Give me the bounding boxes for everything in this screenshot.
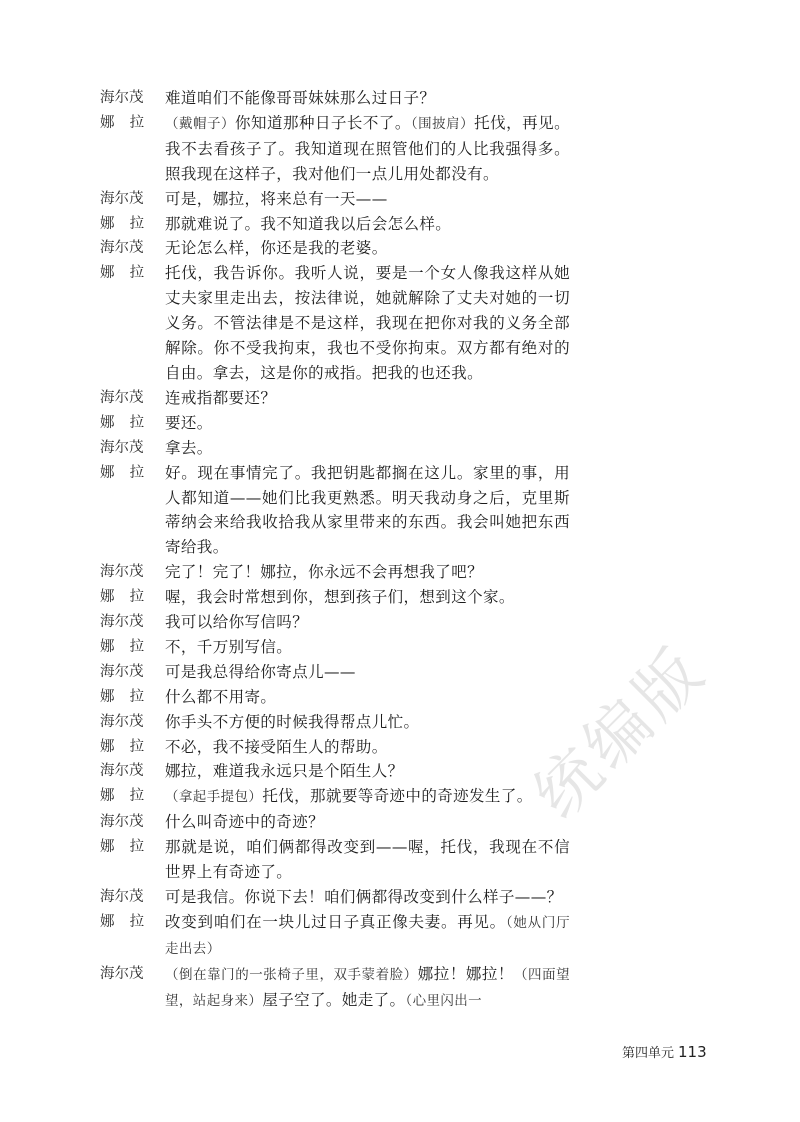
speaker-name: 娜 拉 [100,464,145,481]
spoken-text: 完了！完了！娜拉，你永远不会再想我了吧？ [165,563,484,582]
spoken-text: 可是我总得给你寄点儿—— [165,662,356,681]
speaker-name: 娜 拉 [100,265,145,282]
dialogue-line [100,835,570,885]
spoken-text: 要还。 [165,413,213,432]
spoken-text: 屋子空了。她走了。 [262,990,406,1009]
line-text [165,710,570,735]
spoken-text: 那就是说，咱们俩都得改变到——喔，托伐，我现在不信世界上有奇迹了。 [165,838,570,882]
speaker-name: 娜 拉 [100,114,145,131]
spoken-text: 好。现在事情完了。我把钥匙都搁在这儿。家里的事，用人都知道——她们比我更熟悉。明天我动身之后，克里斯蒂纳会来给我收拾我从家里带来的东西。我会叫她把东西寄给我。 [165,463,570,557]
dialogue-line [100,784,570,810]
dialogue-line [100,585,570,610]
speaker-name: 娜 拉 [100,638,145,655]
spoken-text: 喔，我会时常想到你，想到孩子们，想到这个家。 [165,588,515,607]
line-text [165,810,570,835]
line-text [165,86,570,111]
page-footer [622,1042,717,1061]
stage-direction: （围披肩） [410,115,475,132]
line-text [165,962,570,1014]
dialogue-line [100,436,570,461]
spoken-text: 托伐，我告诉你。我听人说，要是一个女人像我这样从她丈夫家里走出去，按法律说，她就解除了丈夫对她的一切义务。不管法律是不是这样，我现在把你对我的义务全部解除。你不受我拘束，我也不受你拘束。双方都有绝对的自由。拿去，这是你的戒指。把我的也还我。 [165,264,570,382]
spoken-text: 你知道那种日子长不了。 [234,113,411,132]
dialogue-line [100,461,570,561]
dialogue-line [100,386,570,411]
dialogue-line [100,910,570,962]
dialogue-line [100,685,570,710]
dialogue-line [100,635,570,660]
spoken-text: 托伐，再见。我不去看孩子了。我知道现在照管他们的人比我强得多。照我现在这样子，我对他们一点儿用处都没有。 [165,113,570,183]
dialogue-line [100,187,570,212]
dialogue-line [100,885,570,910]
spoken-text: 连戒指都要还？ [165,388,277,407]
speaker-name: 海尔茂 [100,389,144,406]
line-text [165,436,570,461]
dialogue-line [100,710,570,735]
unit-label: 第四单元 [622,1046,675,1061]
dialogue-line [100,261,570,386]
line-text [165,111,570,187]
line-text [165,461,570,561]
line-text [165,885,570,910]
speaker-name: 娜 拉 [100,839,145,856]
stage-direction: （她从门厅走出去） [165,914,571,957]
speaker-name: 娜 拉 [100,738,145,755]
spoken-text: 什么叫奇迹中的奇迹？ [165,813,325,832]
dialogue-line [100,610,570,635]
speaker-name: 娜 拉 [100,414,145,431]
spoken-text: 那就难说了。我不知道我以后会怎么样。 [165,214,452,233]
spoken-text: 什么都不用寄。 [165,687,277,706]
spoken-text: 拿去。 [165,438,213,457]
line-text [165,386,570,411]
stage-direction: （拿起手提包） [165,789,263,806]
line-text [165,261,570,386]
speaker-name: 海尔茂 [100,763,144,780]
line-text [165,784,570,810]
line-text [165,411,570,436]
speaker-name: 海尔茂 [100,663,144,680]
page-number: 113 [678,1043,707,1061]
dialogue-line [100,212,570,237]
dialogue-line [100,759,570,784]
dialogue-line [100,111,570,187]
speaker-name: 海尔茂 [100,240,144,257]
speaker-name: 娜 拉 [100,688,145,705]
spoken-text: 我可以给你写信吗？ [165,613,309,632]
dialogue-line [100,86,570,111]
line-text [165,660,570,685]
dialogue-line [100,660,570,685]
stage-direction: （四面望望，站起身来） [165,966,571,1009]
line-text [165,236,570,261]
dialogue-line [100,560,570,585]
speaker-name: 海尔茂 [100,889,144,905]
line-text [165,835,570,885]
spoken-text: 难道咱们不能像哥哥妹妹那么过日子？ [165,89,436,107]
dialogue-line [100,962,570,1014]
line-text [165,735,570,760]
line-text [165,610,570,635]
spoken-text: 改变到咱们在一块儿过日子真正像夫妻。再见。 [165,912,506,931]
script-body [100,86,570,1014]
line-text [165,635,570,660]
spoken-text: 娜拉，难道我永远只是个陌生人？ [165,762,404,781]
speaker-name: 娜 拉 [100,589,145,606]
stage-direction: （戴帽子） [165,115,235,132]
line-text [165,685,570,710]
watermark: 统编版 [520,632,722,833]
line-text [165,212,570,237]
speaker-name: 海尔茂 [100,564,144,581]
speaker-name: 娜 拉 [100,913,145,930]
speaker-name: 海尔茂 [100,814,144,831]
speaker-name: 海尔茂 [100,90,144,106]
speaker-name: 海尔茂 [100,614,144,631]
speaker-name: 娜 拉 [100,215,145,232]
line-text [165,585,570,610]
spoken-text: 无论怎么样，你还是我的老婆。 [165,239,388,258]
spoken-text: 可是我信。你说下去！咱们俩都得改变到什么样子——？ [165,888,563,906]
speaker-name: 海尔茂 [100,965,144,982]
dialogue-line [100,411,570,436]
dialogue-line [100,810,570,835]
dialogue-line [100,735,570,760]
stage-direction: （倒在靠门的一张椅子里，双手蒙着脸） [165,966,418,983]
spoken-text: 托伐，那就要等奇迹中的奇迹发生了。 [262,787,533,806]
spoken-text: 可是，娜拉，将来总有一天—— [165,189,388,208]
line-text [165,560,570,585]
line-text [165,759,570,784]
spoken-text: 不必，我不接受陌生人的帮助。 [165,737,388,756]
spoken-text: 你手头不方便的时候我得帮点儿忙。 [165,712,420,731]
line-text [165,910,570,962]
stage-direction: （心里闪出一 [405,992,483,1009]
speaker-name: 海尔茂 [100,190,144,207]
dialogue-line [100,236,570,261]
speaker-name: 娜 拉 [100,788,145,805]
spoken-text: 不，千万别写信。 [165,637,293,656]
speaker-name: 海尔茂 [100,713,144,730]
line-text [165,187,570,212]
speaker-name: 海尔茂 [100,439,144,456]
spoken-text: 娜拉！娜拉！ [417,964,514,983]
